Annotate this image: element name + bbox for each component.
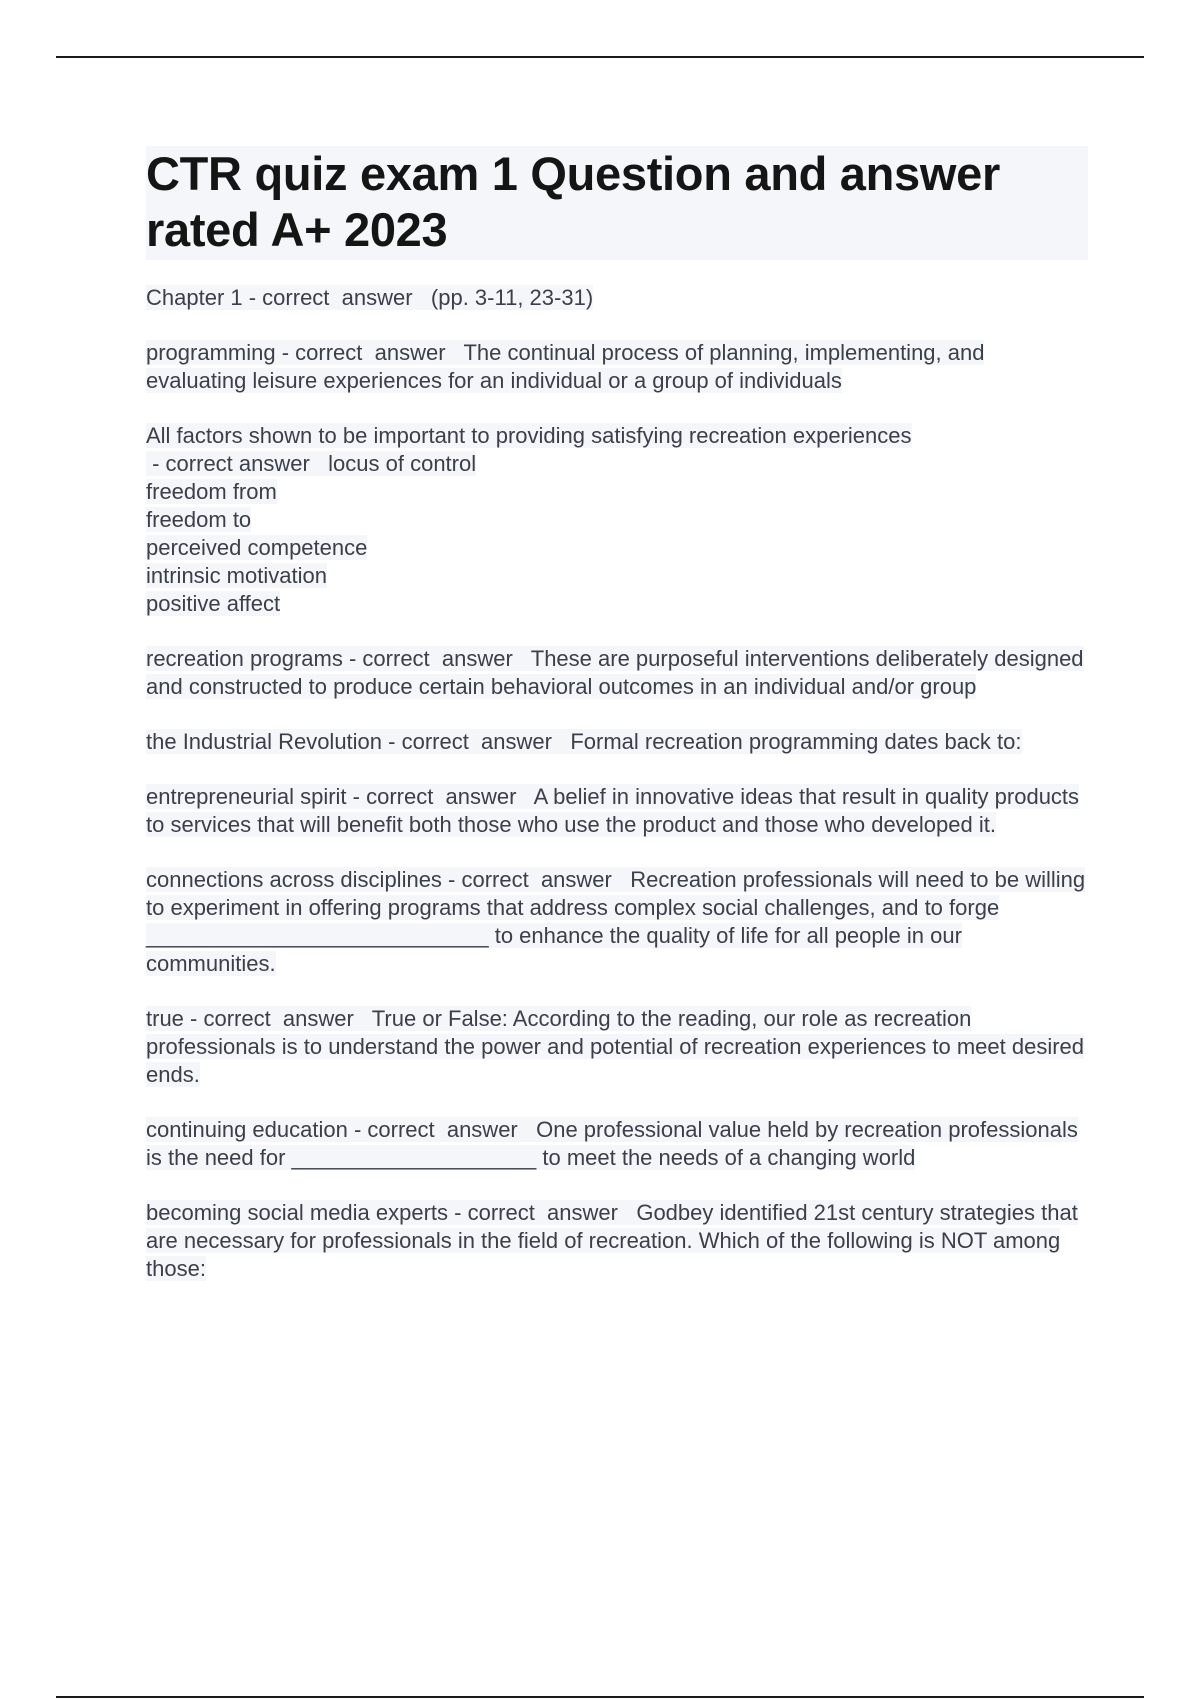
bottom-rule [56,1696,1144,1698]
qa-separator: - correct answer [382,729,571,754]
qa-separator: - correct answer [347,1117,537,1142]
qa-answer: True or False: According to the reading, our role as recreation professionals is to understand the power and potential of recreation experiences to meet desired ends. [146,1006,1085,1087]
qa-question: becoming social media experts [146,1200,449,1225]
qa-question: entrepreneurial spirit [146,784,347,809]
document-body [146,146,1088,1310]
qa-separator: - correct answer [342,646,531,671]
qa-separator: - correct answer [183,1006,372,1031]
qa-entry [146,783,1088,839]
qa-answer: Godbey identified 21st century strategies that are necessary for professionals in the field of recreation. Which of the following is NOT among those: [146,1200,1078,1281]
qa-answer: One professional value held by recreation professionals is the need for ____________________ to meet the needs of a changing world [146,1117,1078,1170]
qa-entry [146,645,1088,701]
qa-question: connections across disciplines [146,867,442,892]
qa-entry [146,866,1088,978]
qa-question: All factors shown to be important to providing satisfying recreation experiences [146,423,912,448]
qa-question: recreation programs [146,646,343,671]
qa-answer: locus of control freedom from freedom to perceived competence intrinsic motivation positive affect [146,451,477,616]
qa-separator: - correct answer [275,340,464,365]
qa-separator: - correct answer [441,867,631,892]
qa-answer: (pp. 3-11, 23-31) [430,285,594,310]
qa-entry [146,728,1088,756]
qa-answer: The continual process of planning, implementing, and evaluating leisure experiences for an individual or a group of individuals [146,340,985,393]
qa-entry [146,422,1088,618]
qa-entry [146,1116,1088,1172]
qa-separator: - correct answer [448,1200,637,1225]
qa-entry [146,1005,1088,1089]
qa-answer: Recreation professionals will need to be willing to experiment in offering programs that address complex social challenges, and to forge ____________________________ to enhance the quality of life for all people in our communities. [146,867,1086,976]
qa-entry [146,339,1088,395]
qa-question: true [146,1006,184,1031]
qa-question: the Industrial Revolution [146,729,383,754]
top-rule [56,56,1144,58]
document-title: CTR quiz exam 1 Question and answer rated A+ 2023 [146,147,1000,256]
qa-answer: These are purposeful interventions deliberately designed and constructed to produce certain behavioral outcomes in an individual and/or group [146,646,1084,699]
qa-entry [146,284,1088,312]
qa-answer: A belief in innovative ideas that result in quality products to services that will benefit both those who use the product and those who developed it. [146,784,1080,837]
qa-separator: - correct answer [242,285,431,310]
qa-question: programming [146,340,276,365]
title-block [146,146,1088,260]
qa-entry [146,1199,1088,1283]
qa-separator: - correct answer [146,451,329,476]
qa-question: continuing education [146,1117,348,1142]
qa-separator: - correct answer [346,784,534,809]
qa-answer: Formal recreation programming dates back to: [570,729,1022,754]
qa-question: Chapter 1 [146,285,243,310]
